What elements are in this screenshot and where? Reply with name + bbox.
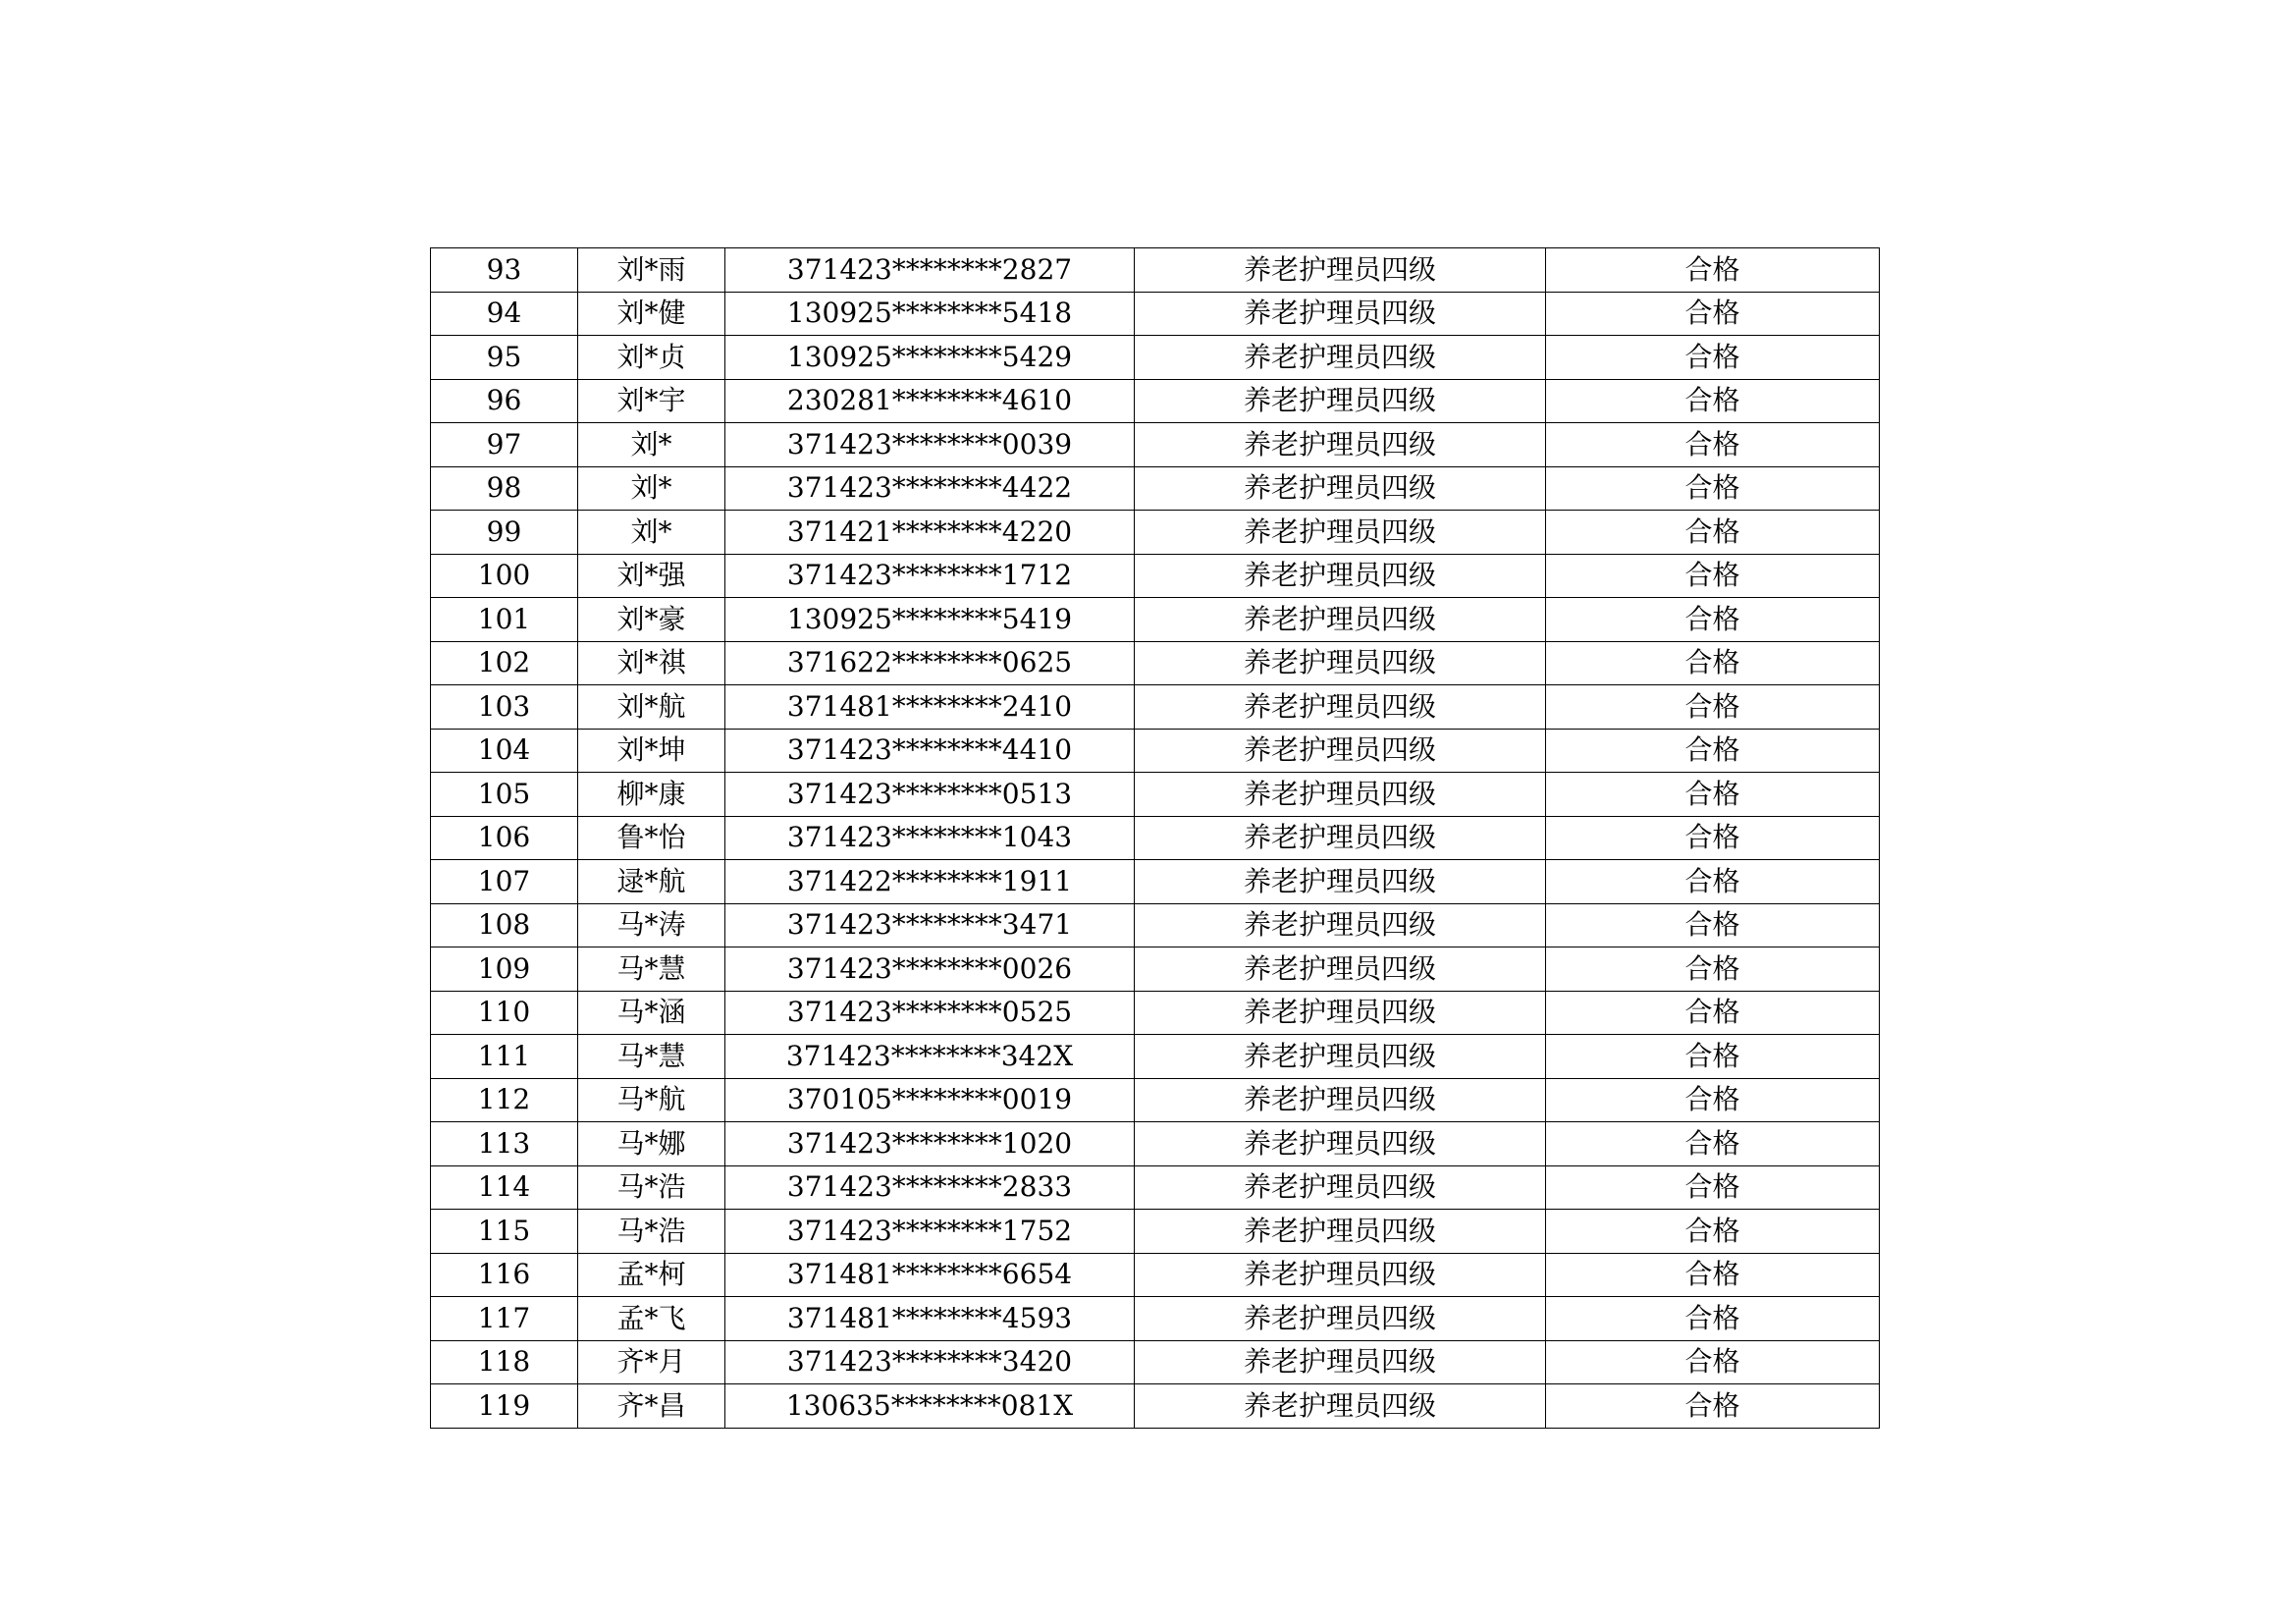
id-number-cell: 371423********0525	[725, 991, 1135, 1035]
row-number-cell: 103	[431, 685, 578, 730]
id-number-cell: 130925********5418	[725, 292, 1135, 336]
row-number-cell: 119	[431, 1384, 578, 1429]
id-number-cell: 371423********1752	[725, 1210, 1135, 1254]
id-number-cell: 371423********4422	[725, 466, 1135, 511]
result-cell: 合格	[1546, 860, 1880, 904]
id-number-cell: 371421********4220	[725, 511, 1135, 555]
id-number-cell: 371481********4593	[725, 1297, 1135, 1341]
name-cell: 马*涛	[578, 903, 725, 947]
name-cell: 刘*健	[578, 292, 725, 336]
result-cell: 合格	[1546, 336, 1880, 380]
row-number-cell: 98	[431, 466, 578, 511]
occupation-cell: 养老护理员四级	[1135, 1165, 1546, 1210]
name-cell: 鲁*怡	[578, 816, 725, 860]
name-cell: 齐*昌	[578, 1384, 725, 1429]
result-cell: 合格	[1546, 511, 1880, 555]
result-cell: 合格	[1546, 685, 1880, 730]
result-cell: 合格	[1546, 729, 1880, 773]
table-row	[431, 903, 1880, 947]
table-row	[431, 1297, 1880, 1341]
id-number-cell: 371423********1020	[725, 1122, 1135, 1166]
row-number-cell: 101	[431, 598, 578, 642]
result-cell: 合格	[1546, 466, 1880, 511]
name-cell: 孟*飞	[578, 1297, 725, 1341]
name-cell: 马*航	[578, 1078, 725, 1122]
occupation-cell: 养老护理员四级	[1135, 816, 1546, 860]
row-number-cell: 106	[431, 816, 578, 860]
table-row	[431, 1210, 1880, 1254]
row-number-cell: 112	[431, 1078, 578, 1122]
name-cell: 马*慧	[578, 947, 725, 992]
id-number-cell: 371423********3420	[725, 1340, 1135, 1384]
table-row	[431, 423, 1880, 467]
result-cell: 合格	[1546, 641, 1880, 685]
result-cell: 合格	[1546, 1035, 1880, 1079]
name-cell: 柳*康	[578, 773, 725, 817]
name-cell: 刘*宇	[578, 379, 725, 423]
id-number-cell: 371423********342X	[725, 1035, 1135, 1079]
result-cell: 合格	[1546, 423, 1880, 467]
result-cell: 合格	[1546, 1340, 1880, 1384]
result-cell: 合格	[1546, 1165, 1880, 1210]
occupation-cell: 养老护理员四级	[1135, 1340, 1546, 1384]
name-cell: 刘*	[578, 423, 725, 467]
id-number-cell: 371423********4410	[725, 729, 1135, 773]
result-cell: 合格	[1546, 1122, 1880, 1166]
row-number-cell: 96	[431, 379, 578, 423]
table-row	[431, 1384, 1880, 1429]
row-number-cell: 97	[431, 423, 578, 467]
name-cell: 刘*雨	[578, 248, 725, 293]
name-cell: 刘*强	[578, 554, 725, 598]
result-cell: 合格	[1546, 598, 1880, 642]
occupation-cell: 养老护理员四级	[1135, 292, 1546, 336]
name-cell: 刘*祺	[578, 641, 725, 685]
table-row	[431, 336, 1880, 380]
name-cell: 刘*坤	[578, 729, 725, 773]
name-cell: 刘*	[578, 511, 725, 555]
occupation-cell: 养老护理员四级	[1135, 379, 1546, 423]
result-cell: 合格	[1546, 947, 1880, 992]
row-number-cell: 115	[431, 1210, 578, 1254]
occupation-cell: 养老护理员四级	[1135, 1384, 1546, 1429]
id-number-cell: 371423********3471	[725, 903, 1135, 947]
result-cell: 合格	[1546, 773, 1880, 817]
result-cell: 合格	[1546, 292, 1880, 336]
occupation-cell: 养老护理员四级	[1135, 466, 1546, 511]
result-cell: 合格	[1546, 816, 1880, 860]
name-cell: 刘*豪	[578, 598, 725, 642]
name-cell: 齐*月	[578, 1340, 725, 1384]
row-number-cell: 93	[431, 248, 578, 293]
id-number-cell: 130925********5429	[725, 336, 1135, 380]
result-cell: 合格	[1546, 1210, 1880, 1254]
table-row	[431, 816, 1880, 860]
table-row	[431, 1078, 1880, 1122]
name-cell: 逯*航	[578, 860, 725, 904]
row-number-cell: 114	[431, 1165, 578, 1210]
occupation-cell: 养老护理员四级	[1135, 1035, 1546, 1079]
table-row	[431, 685, 1880, 730]
result-cell: 合格	[1546, 903, 1880, 947]
result-cell: 合格	[1546, 1078, 1880, 1122]
occupation-cell: 养老护理员四级	[1135, 641, 1546, 685]
row-number-cell: 107	[431, 860, 578, 904]
row-number-cell: 94	[431, 292, 578, 336]
id-number-cell: 371422********1911	[725, 860, 1135, 904]
name-cell: 刘*	[578, 466, 725, 511]
row-number-cell: 118	[431, 1340, 578, 1384]
result-cell: 合格	[1546, 991, 1880, 1035]
name-cell: 马*浩	[578, 1210, 725, 1254]
row-number-cell: 100	[431, 554, 578, 598]
table-row	[431, 729, 1880, 773]
name-cell: 刘*贞	[578, 336, 725, 380]
table-row	[431, 598, 1880, 642]
id-number-cell: 371423********2833	[725, 1165, 1135, 1210]
name-cell: 马*浩	[578, 1165, 725, 1210]
table-row	[431, 1035, 1880, 1079]
occupation-cell: 养老护理员四级	[1135, 423, 1546, 467]
row-number-cell: 99	[431, 511, 578, 555]
row-number-cell: 113	[431, 1122, 578, 1166]
table-row	[431, 1340, 1880, 1384]
id-number-cell: 130925********5419	[725, 598, 1135, 642]
id-number-cell: 230281********4610	[725, 379, 1135, 423]
occupation-cell: 养老护理员四级	[1135, 947, 1546, 992]
name-cell: 孟*柯	[578, 1253, 725, 1297]
occupation-cell: 养老护理员四级	[1135, 554, 1546, 598]
occupation-cell: 养老护理员四级	[1135, 1210, 1546, 1254]
id-number-cell: 371481********6654	[725, 1253, 1135, 1297]
id-number-cell: 371423********0513	[725, 773, 1135, 817]
id-number-cell: 371423********0026	[725, 947, 1135, 992]
occupation-cell: 养老护理员四级	[1135, 336, 1546, 380]
row-number-cell: 104	[431, 729, 578, 773]
occupation-cell: 养老护理员四级	[1135, 598, 1546, 642]
table-row	[431, 991, 1880, 1035]
occupation-cell: 养老护理员四级	[1135, 511, 1546, 555]
row-number-cell: 110	[431, 991, 578, 1035]
id-number-cell: 371622********0625	[725, 641, 1135, 685]
occupation-cell: 养老护理员四级	[1135, 860, 1546, 904]
result-cell: 合格	[1546, 1253, 1880, 1297]
name-cell: 马*慧	[578, 1035, 725, 1079]
occupation-cell: 养老护理员四级	[1135, 903, 1546, 947]
table-row	[431, 554, 1880, 598]
row-number-cell: 109	[431, 947, 578, 992]
id-number-cell: 130635********081X	[725, 1384, 1135, 1429]
result-cell: 合格	[1546, 1297, 1880, 1341]
row-number-cell: 116	[431, 1253, 578, 1297]
occupation-cell: 养老护理员四级	[1135, 685, 1546, 730]
row-number-cell: 111	[431, 1035, 578, 1079]
table-row	[431, 860, 1880, 904]
name-cell: 马*娜	[578, 1122, 725, 1166]
table-row	[431, 641, 1880, 685]
occupation-cell: 养老护理员四级	[1135, 1122, 1546, 1166]
table-row	[431, 1253, 1880, 1297]
table-row	[431, 1165, 1880, 1210]
table-row	[431, 947, 1880, 992]
result-cell: 合格	[1546, 248, 1880, 293]
row-number-cell: 105	[431, 773, 578, 817]
id-number-cell: 370105********0019	[725, 1078, 1135, 1122]
result-cell: 合格	[1546, 554, 1880, 598]
row-number-cell: 117	[431, 1297, 578, 1341]
table-row	[431, 292, 1880, 336]
occupation-cell: 养老护理员四级	[1135, 1297, 1546, 1341]
occupation-cell: 养老护理员四级	[1135, 1253, 1546, 1297]
row-number-cell: 95	[431, 336, 578, 380]
table-row	[431, 773, 1880, 817]
table-row	[431, 511, 1880, 555]
occupation-cell: 养老护理员四级	[1135, 1078, 1546, 1122]
table-row	[431, 379, 1880, 423]
name-cell: 刘*航	[578, 685, 725, 730]
occupation-cell: 养老护理员四级	[1135, 991, 1546, 1035]
row-number-cell: 108	[431, 903, 578, 947]
id-number-cell: 371423********0039	[725, 423, 1135, 467]
occupation-cell: 养老护理员四级	[1135, 773, 1546, 817]
id-number-cell: 371423********1712	[725, 554, 1135, 598]
table-row	[431, 466, 1880, 511]
id-number-cell: 371481********2410	[725, 685, 1135, 730]
result-cell: 合格	[1546, 1384, 1880, 1429]
name-cell: 马*涵	[578, 991, 725, 1035]
results-table	[430, 247, 1880, 1429]
occupation-cell: 养老护理员四级	[1135, 729, 1546, 773]
table-row	[431, 248, 1880, 293]
row-number-cell: 102	[431, 641, 578, 685]
results-table-body	[431, 248, 1880, 1429]
occupation-cell: 养老护理员四级	[1135, 248, 1546, 293]
table-row	[431, 1122, 1880, 1166]
id-number-cell: 371423********2827	[725, 248, 1135, 293]
result-cell: 合格	[1546, 379, 1880, 423]
id-number-cell: 371423********1043	[725, 816, 1135, 860]
